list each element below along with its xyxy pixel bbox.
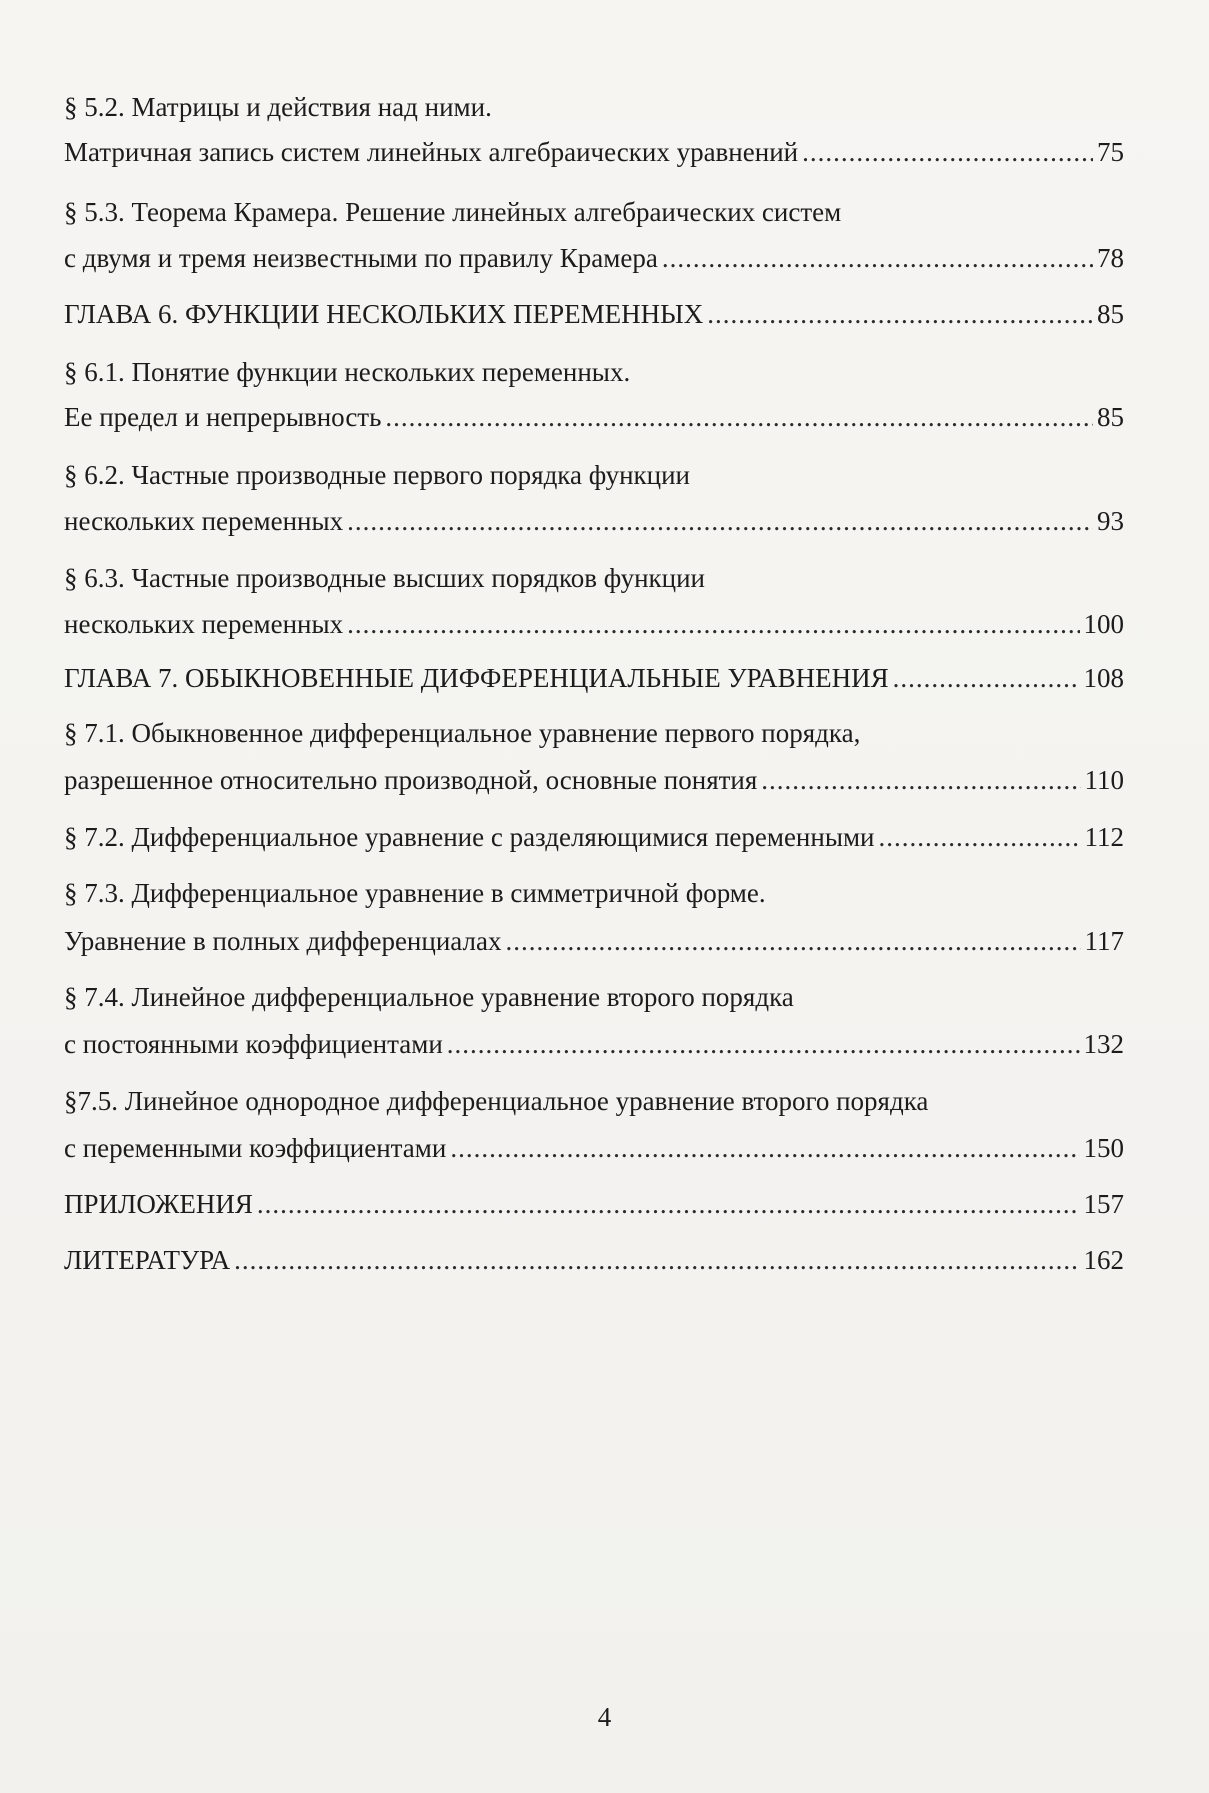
dot-leader bbox=[450, 1133, 1079, 1163]
toc-page-number: 157 bbox=[1083, 1189, 1124, 1219]
toc-page-number: 75 bbox=[1097, 137, 1124, 167]
toc-line bbox=[64, 563, 1124, 593]
toc-page-number: 162 bbox=[1083, 1245, 1124, 1275]
toc-line bbox=[64, 765, 1124, 795]
toc-entry-text: § 7.3. Дифференциальное уравнение в симметричной форме. bbox=[64, 878, 766, 908]
toc-entry-text: Ее предел и непрерывность bbox=[64, 402, 382, 432]
toc-entry-text: Уравнение в полных дифференциалах bbox=[64, 926, 502, 956]
toc-line bbox=[64, 718, 1124, 748]
toc-line bbox=[64, 243, 1124, 273]
toc-line bbox=[64, 460, 1124, 490]
dot-leader bbox=[385, 402, 1093, 432]
toc-page-number: 117 bbox=[1084, 926, 1124, 956]
toc-line bbox=[64, 1029, 1124, 1059]
toc-line bbox=[64, 1133, 1124, 1163]
toc-page-number: 78 bbox=[1097, 243, 1124, 273]
toc-page-number: 85 bbox=[1097, 402, 1124, 432]
toc-line bbox=[64, 878, 1124, 908]
dot-leader bbox=[761, 765, 1080, 795]
toc-line bbox=[64, 402, 1124, 432]
toc-entry-text: § 5.2. Матрицы и действия над ними. bbox=[64, 92, 492, 122]
toc-line bbox=[64, 663, 1124, 693]
toc-line bbox=[64, 609, 1124, 639]
dot-leader bbox=[505, 926, 1080, 956]
toc-line bbox=[64, 1086, 1124, 1116]
toc-entry-text: разрешенное относительно производной, основные понятия bbox=[64, 765, 758, 795]
toc-entry-text: нескольких переменных bbox=[64, 609, 344, 639]
toc-line bbox=[64, 197, 1124, 227]
page-number: 4 bbox=[597, 1702, 612, 1732]
toc-page-number: 110 bbox=[1084, 765, 1124, 795]
toc-entry-text: с переменными коэффициентами bbox=[64, 1133, 447, 1163]
toc-entry-text: с двумя и тремя неизвестными по правилу Крамера bbox=[64, 243, 658, 273]
dot-leader bbox=[234, 1245, 1079, 1275]
dot-leader bbox=[893, 663, 1080, 693]
toc-line bbox=[64, 926, 1124, 956]
toc-entry-text: §7.5. Линейное однородное дифференциальное уравнение второго порядка bbox=[64, 1086, 929, 1116]
dot-leader bbox=[879, 822, 1081, 852]
toc-entry-text: Матричная запись систем линейных алгебраических уравнений bbox=[64, 137, 799, 167]
toc-entry-text: с постоянными коэффициентами bbox=[64, 1029, 443, 1059]
toc-entry-text: § 5.3. Теорема Крамера. Решение линейных алгебраических систем bbox=[64, 197, 842, 227]
toc-line bbox=[64, 1245, 1124, 1275]
dot-leader bbox=[257, 1189, 1080, 1219]
toc-page-number: 108 bbox=[1083, 663, 1124, 693]
toc-entry-text: ПРИЛОЖЕНИЯ bbox=[64, 1189, 253, 1219]
toc-entry-text: § 6.3. Частные производные высших порядков функции bbox=[64, 563, 705, 593]
toc-line bbox=[64, 92, 1124, 122]
toc-entry-text: § 7.2. Дифференциальное уравнение с разделяющимися переменными bbox=[64, 822, 875, 852]
toc-entry-text: § 7.4. Линейное дифференциальное уравнение второго порядка bbox=[64, 982, 794, 1012]
toc-entry-text: § 7.1. Обыкновенное дифференциальное уравнение первого порядка, bbox=[64, 718, 861, 748]
dot-leader bbox=[447, 1029, 1080, 1059]
toc-entry-text: ГЛАВА 6. ФУНКЦИИ НЕСКОЛЬКИХ ПЕРЕМЕННЫХ bbox=[64, 299, 704, 329]
toc-line bbox=[64, 357, 1124, 387]
toc-page-number: 112 bbox=[1084, 822, 1124, 852]
toc-entry-text: § 6.1. Понятие функции нескольких переменных. bbox=[64, 357, 631, 387]
toc-line bbox=[64, 822, 1124, 852]
toc-line bbox=[64, 506, 1124, 536]
toc-page-number: 85 bbox=[1097, 299, 1124, 329]
toc-entry-text: ГЛАВА 7. ОБЫКНОВЕННЫЕ ДИФФЕРЕНЦИАЛЬНЫЕ УРАВНЕНИЯ bbox=[64, 663, 889, 693]
toc-page-number: 132 bbox=[1083, 1029, 1124, 1059]
toc-line bbox=[64, 1189, 1124, 1219]
toc-page-number: 100 bbox=[1083, 609, 1124, 639]
toc-entry-text: § 6.2. Частные производные первого порядка функции bbox=[64, 460, 690, 490]
toc-line bbox=[64, 299, 1124, 329]
toc-entry-text: ЛИТЕРАТУРА bbox=[64, 1245, 231, 1275]
dot-leader bbox=[662, 243, 1093, 273]
dot-leader bbox=[347, 506, 1093, 536]
toc-line bbox=[64, 137, 1124, 167]
toc-page-number: 150 bbox=[1083, 1133, 1124, 1163]
dot-leader bbox=[347, 609, 1079, 639]
toc-entry-text: нескольких переменных bbox=[64, 506, 344, 536]
toc-page-number: 93 bbox=[1097, 506, 1124, 536]
dot-leader bbox=[802, 137, 1093, 167]
dot-leader bbox=[707, 299, 1093, 329]
toc-line bbox=[64, 982, 1124, 1012]
